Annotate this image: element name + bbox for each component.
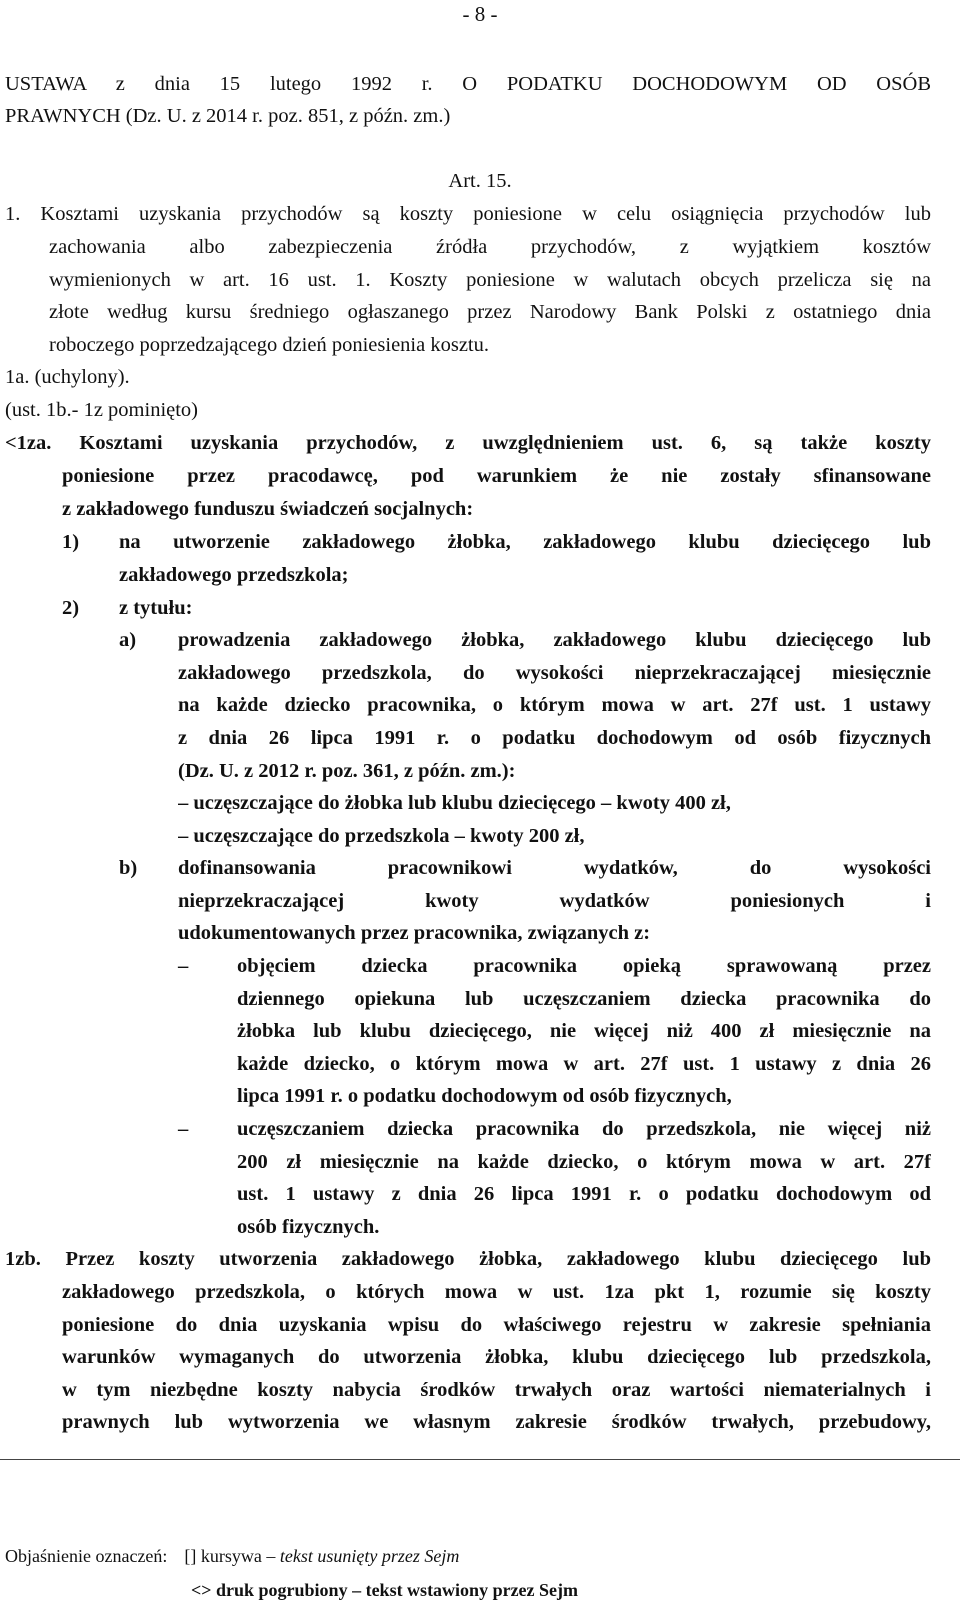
law-title-line-1: USTAWA z dnia 15 lutego 1992 r. O PODATKU DOCHODOWYM OD OSÓB bbox=[5, 73, 931, 95]
para1a: 1a. (uchylony). bbox=[5, 366, 130, 388]
footer-legend-line bbox=[5, 1544, 459, 1568]
para1za-line: poniesione przez pracodawcę, pod warunkiem że nie zostały sfinansowane bbox=[62, 465, 931, 487]
dash-b-marker: – bbox=[178, 1118, 189, 1140]
dash-a-line: objęciem dziecka pracownika opieką sprawowaną przez bbox=[237, 955, 931, 977]
point-1-line: na utworzenie zakładowego żłobka, zakładowego klubu dziecięcego lub bbox=[119, 531, 931, 553]
dash-b-line: uczęszczaniem dziecka pracownika do przedszkola, nie więcej niż bbox=[237, 1118, 931, 1140]
page-number: - 8 - bbox=[462, 2, 498, 26]
dash-a-line: dziennego opiekuna lub uczęszczaniem dziecka pracownika do bbox=[237, 988, 931, 1010]
point-2-line: z tytułu: bbox=[119, 597, 193, 619]
para1zb-line: w tym niezbędne koszty nabycia środków trwałych oraz wartości niematerialnych i bbox=[62, 1379, 931, 1401]
point-2-label: 2) bbox=[62, 597, 80, 619]
para1zb-line: poniesione do dnia uzyskania wpisu do właściwego rejestru w zakresie spełniania bbox=[62, 1314, 931, 1336]
point-a-line: na każde dziecko pracownika, o którym mowa w art. 27f ust. 1 ustawy bbox=[178, 694, 931, 716]
para1zb-line: warunków wymaganych do utworzenia żłobka, klubu dziecięcego lub przedszkola, bbox=[62, 1346, 931, 1368]
point-a-label: a) bbox=[119, 629, 137, 651]
para1za-line: <1za. Kosztami uzyskania przychodów, z uwzględnieniem ust. 6, są także koszty bbox=[5, 432, 931, 454]
law-title-line-2: PRAWNYCH (Dz. U. z 2014 r. poz. 851, z późn. zm.) bbox=[5, 105, 451, 127]
dash-a-marker: – bbox=[178, 955, 189, 977]
article-heading: Art. 15. bbox=[448, 170, 512, 192]
para1zb-line: prawnych lub wytworzenia we własnym zakresie środków trwałych, przebudowy, bbox=[62, 1411, 931, 1433]
dash-a-line: żłobka lub klubu dziecięcego, nie więcej niż 400 zł miesięcznie na bbox=[237, 1020, 931, 1042]
dash-a-line: każde dziecko, o którym mowa w art. 27f ust. 1 ustawy z dnia 26 bbox=[237, 1053, 931, 1075]
point-1-label: 1) bbox=[62, 531, 80, 553]
para1-line: wymienionych w art. 16 ust. 1. Koszty poniesione w walutach obcych przelicza się na bbox=[49, 269, 931, 291]
para1-line: 1. Kosztami uzyskania przychodów są koszty poniesione w celu osiągnięcia przychodów lub bbox=[5, 203, 931, 225]
legend-bold-desc: <> druk pogrubiony – tekst wstawiony przez Sejm bbox=[191, 1580, 579, 1600]
dash-a-line: lipca 1991 r. o podatku dochodowym od osób fizycznych, bbox=[237, 1085, 732, 1107]
para1zb-line: 1zb. Przez koszty utworzenia zakładowego żłobka, zakładowego klubu dziecięcego lub bbox=[5, 1248, 931, 1270]
para1za-line: z zakładowego funduszu świadczeń socjalnych: bbox=[62, 498, 474, 520]
point-b-line: nieprzekraczającej kwoty wydatków poniesionych i bbox=[178, 890, 931, 912]
point-a-line: zakładowego przedszkola, do wysokości nieprzekraczającej miesięcznie bbox=[178, 662, 931, 684]
legend-italic-meaning: tekst usunięty przez Sejm bbox=[279, 1546, 460, 1566]
footer-divider bbox=[0, 1459, 960, 1460]
para1-line: zachowania albo zabezpieczenia źródła przychodów, z wyjątkiem kosztów bbox=[49, 236, 931, 258]
legend-italic-desc: [] kursywa bbox=[184, 1546, 262, 1566]
para1zb-line: zakładowego przedszkola, o których mowa w ust. 1za pkt 1, rozumie się koszty bbox=[62, 1281, 931, 1303]
para1-line: roboczego poprzedzającego dzień poniesienia kosztu. bbox=[49, 334, 489, 356]
dash-b-line: osób fizycznych. bbox=[237, 1216, 380, 1238]
point-b-line: dofinansowania pracownikowi wydatków, do wysokości bbox=[178, 857, 931, 879]
dash-b-line: ust. 1 ustawy z dnia 26 lipca 1991 r. o podatku dochodowym od bbox=[237, 1183, 931, 1205]
dash-b-line: 200 zł miesięcznie na każde dziecko, o którym mowa w art. 27f bbox=[237, 1151, 931, 1173]
point-b-label: b) bbox=[119, 857, 138, 879]
point-a-dash-item: – uczęszczające do przedszkola – kwoty 200 zł, bbox=[178, 825, 585, 847]
legend-label: Objaśnienie oznaczeń: bbox=[5, 1546, 168, 1566]
para1-line: złote według kursu średniego ogłaszanego przez Narodowy Bank Polski z ostatniego dnia bbox=[49, 301, 931, 323]
point-a-line: (Dz. U. z 2012 r. poz. 361, z późn. zm.): bbox=[178, 760, 516, 782]
point-b-line: udokumentowanych przez pracownika, związanych z: bbox=[178, 922, 651, 944]
para1b-note: (ust. 1b.- 1z pominięto) bbox=[5, 399, 199, 421]
point-a-line: prowadzenia zakładowego żłobka, zakładowego klubu dziecięcego lub bbox=[178, 629, 931, 651]
point-a-line: z dnia 26 lipca 1991 r. o podatku dochodowym od osób fizycznych bbox=[178, 727, 931, 749]
point-a-dash-item: – uczęszczające do żłobka lub klubu dziecięcego – kwoty 400 zł, bbox=[178, 792, 731, 814]
point-1-line: zakładowego przedszkola; bbox=[119, 564, 349, 586]
legend-italic-dash: – bbox=[266, 1546, 276, 1566]
